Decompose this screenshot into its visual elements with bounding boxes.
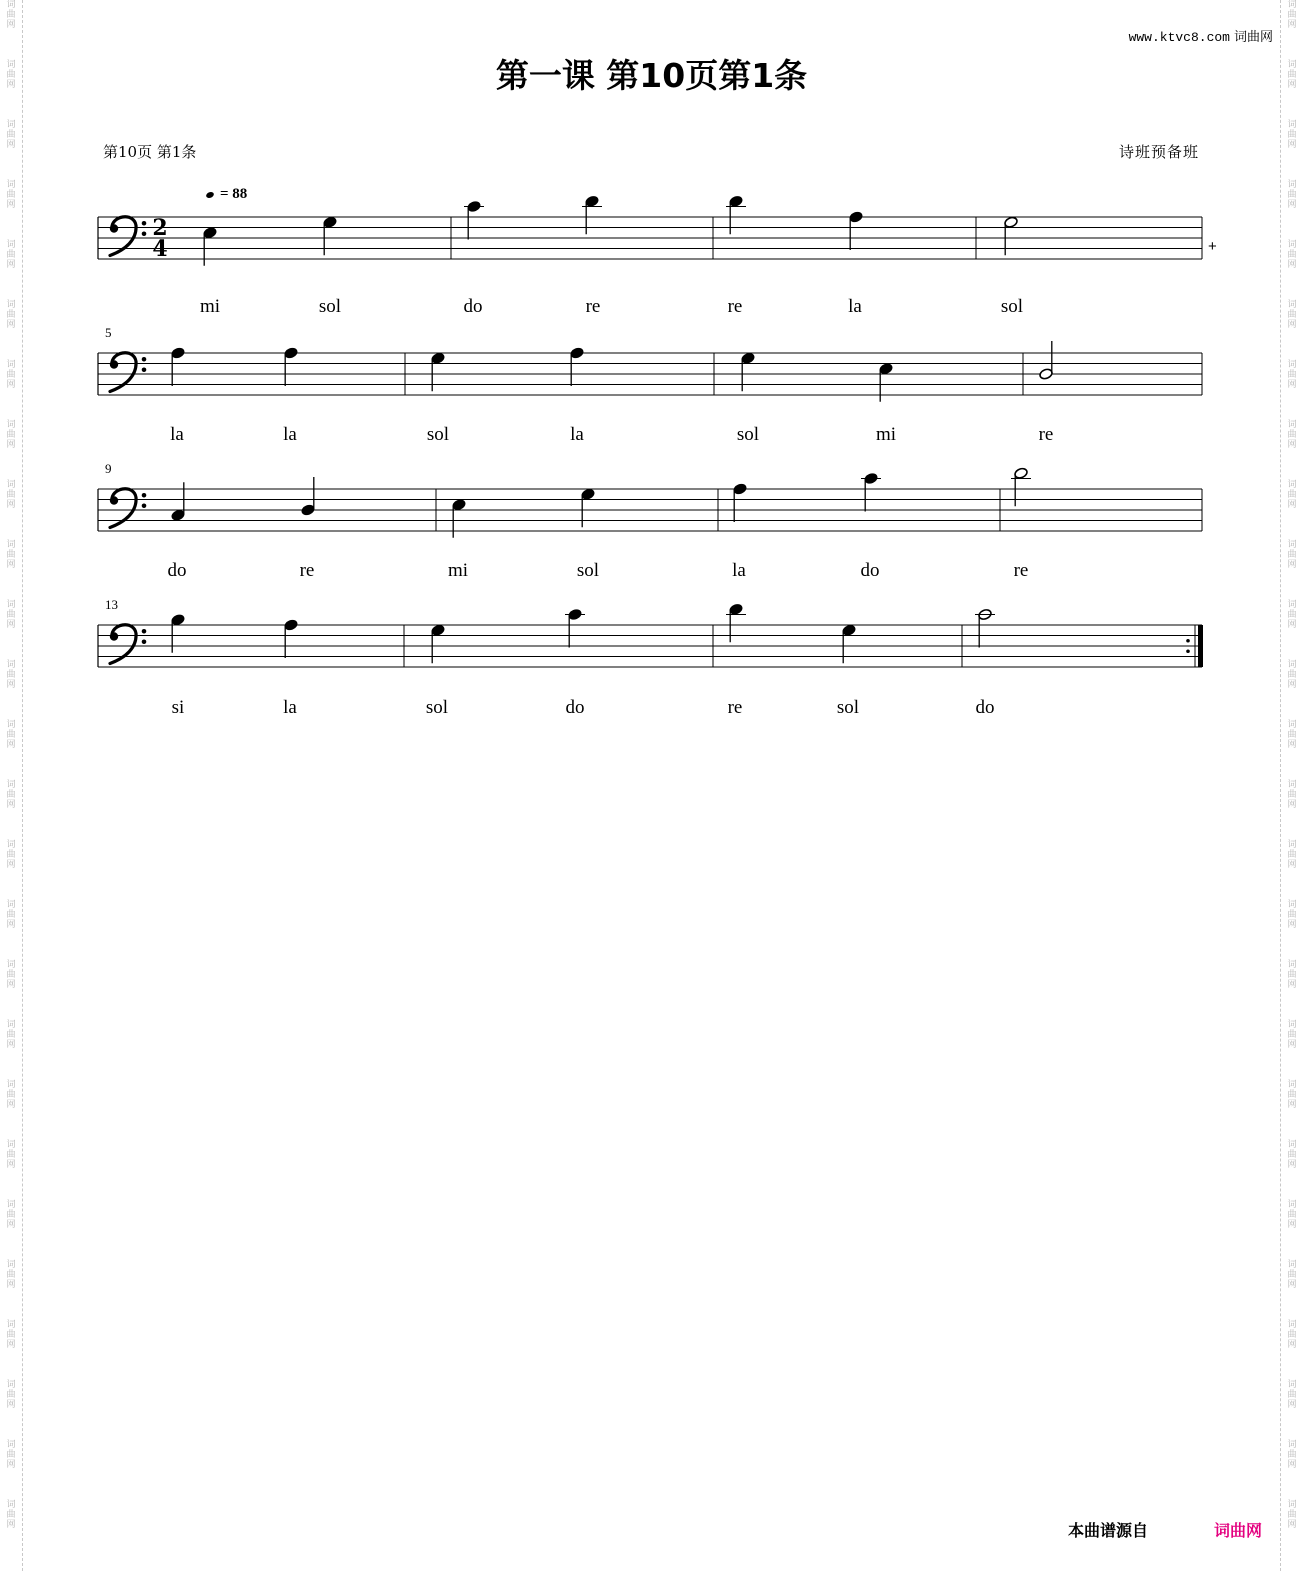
watermark-text: 词 曲 网 — [6, 720, 16, 750]
watermark-text: 词 曲 网 — [1287, 1200, 1297, 1230]
watermark-text: 词 曲 网 — [1287, 240, 1297, 270]
lyric-syllable: re — [299, 560, 315, 581]
watermark-text: 词 曲 网 — [1287, 720, 1297, 750]
lyric-syllable: do — [565, 697, 585, 718]
lyric-syllable: sol — [318, 296, 342, 317]
watermark-text: 词 曲 网 — [1287, 120, 1297, 150]
watermark-text: 词 曲 网 — [1287, 0, 1297, 30]
tempo-bpm: = 88 — [220, 186, 248, 202]
bass-clef-dot — [142, 367, 147, 372]
bass-clef-dot — [110, 360, 118, 368]
watermark-text: 词 曲 网 — [6, 1200, 16, 1230]
watermark-text: 词 曲 网 — [6, 0, 16, 30]
watermark-text: 词 曲 网 — [1287, 420, 1297, 450]
watermark-text: 词 曲 网 — [1287, 1020, 1297, 1050]
watermark-text: 词 曲 网 — [1287, 300, 1297, 330]
lyric-syllable: do — [463, 296, 483, 317]
tempo-note — [205, 191, 215, 199]
watermark-text: 词 曲 网 — [6, 960, 16, 990]
lyric-syllable: la — [283, 424, 297, 445]
bass-clef-dot — [142, 493, 147, 498]
watermark-text: 词 曲 网 — [6, 180, 16, 210]
bass-clef-dot — [142, 221, 147, 226]
bass-clef-dot — [142, 629, 147, 634]
watermark-text: 词 曲 网 — [6, 60, 16, 90]
lyric-syllable: re — [1038, 424, 1054, 445]
repeat-dot — [1186, 639, 1190, 643]
lyric-syllable: sol — [425, 697, 449, 718]
watermark-text: 词 曲 网 — [6, 1320, 16, 1350]
bass-clef-dot — [142, 357, 147, 362]
watermark-text: 词 曲 网 — [1287, 480, 1297, 510]
bass-clef-dot — [110, 224, 118, 232]
bass-clef-dot — [142, 503, 147, 508]
watermark-text: 词 曲 网 — [6, 780, 16, 810]
lyric-syllable: do — [167, 560, 187, 581]
watermark-text: 词 曲 网 — [6, 240, 16, 270]
lyric-syllable: la — [570, 424, 584, 445]
sheet-music — [0, 0, 1303, 760]
time-signature-beat-type: 4 — [152, 236, 168, 262]
watermark-text: 词 曲 网 — [1287, 600, 1297, 630]
lyric-syllable: re — [585, 296, 601, 317]
watermark-text: 词 曲 网 — [6, 1380, 16, 1410]
score-title: 第一课 第10页第1条 — [495, 56, 808, 95]
watermark-text: 词 曲 网 — [1287, 1140, 1297, 1170]
final-thick-barline — [1198, 625, 1203, 667]
measure-number: 13 — [105, 597, 118, 612]
lyric-syllable: re — [727, 697, 743, 718]
bass-clef — [110, 625, 136, 664]
measure-number: 5 — [105, 325, 112, 340]
watermark-text: 词 曲 网 — [6, 420, 16, 450]
watermark-text: 词 曲 网 — [6, 1140, 16, 1170]
lyric-syllable: sol — [836, 697, 860, 718]
continuation-mark: + — [1208, 238, 1217, 255]
watermark-text: 词 曲 网 — [1287, 1380, 1297, 1410]
watermark-text: 词 曲 网 — [6, 660, 16, 690]
watermark-text: 词 曲 网 — [1287, 540, 1297, 570]
time-signature-beats: 2 — [152, 215, 168, 241]
lyric-syllable: re — [1013, 560, 1029, 581]
watermark-text: 词 曲 网 — [6, 840, 16, 870]
bass-clef-dot — [142, 231, 147, 236]
lyric-syllable: re — [727, 296, 743, 317]
watermark-text: 词 曲 网 — [1287, 1440, 1297, 1470]
bass-clef-dot — [110, 632, 118, 640]
watermark-text: 词 曲 网 — [1287, 180, 1297, 210]
watermark-text: 词 曲 网 — [6, 1080, 16, 1110]
watermark-text: 词 曲 网 — [1287, 60, 1297, 90]
footer-source-label: 本曲谱源自 — [1068, 1521, 1149, 1540]
repeat-dot — [1186, 649, 1190, 653]
lyric-syllable: sol — [736, 424, 760, 445]
bass-clef-dot — [142, 639, 147, 644]
watermark-text: 词 曲 网 — [6, 1500, 16, 1530]
site-url-text[interactable]: www.ktvc8.com — [1128, 30, 1230, 45]
score-subtitle: 第10页 第1条 — [103, 143, 197, 161]
measure-number: 9 — [105, 461, 112, 476]
watermark-text: 词 曲 网 — [1287, 1320, 1297, 1350]
lyric-syllable: la — [170, 424, 184, 445]
lyric-syllable: la — [283, 697, 297, 718]
site-name: 词曲网 — [1233, 30, 1273, 45]
bass-clef — [110, 353, 136, 392]
watermark-text: 词 曲 网 — [6, 300, 16, 330]
lyric-syllable: sol — [576, 560, 600, 581]
watermark-text: 词 曲 网 — [1287, 840, 1297, 870]
lyric-syllable: sol — [426, 424, 450, 445]
lyric-syllable: la — [732, 560, 746, 581]
watermark-text: 词 曲 网 — [6, 480, 16, 510]
watermark-text: 词 曲 网 — [1287, 360, 1297, 390]
watermark-text: 词 曲 网 — [1287, 780, 1297, 810]
watermark-text: 词 曲 网 — [6, 600, 16, 630]
watermark-text: 词 曲 网 — [6, 1440, 16, 1470]
bass-clef-dot — [110, 496, 118, 504]
watermark-text: 词 曲 网 — [6, 540, 16, 570]
watermark-text: 词 曲 网 — [6, 1260, 16, 1290]
watermark-text: 词 曲 网 — [1287, 1500, 1297, 1530]
lyric-syllable: mi — [875, 424, 897, 445]
footer-brand[interactable]: 词曲网 — [1214, 1521, 1263, 1540]
watermark-text: 词 曲 网 — [6, 360, 16, 390]
watermark-text: 词 曲 网 — [1287, 660, 1297, 690]
score-composer: 诗班预备班 — [1118, 143, 1199, 161]
watermark-text: 词 曲 网 — [1287, 900, 1297, 930]
watermark-text: 词 曲 网 — [6, 120, 16, 150]
bass-clef — [110, 489, 136, 528]
lyric-syllable: mi — [447, 560, 469, 581]
lyric-syllable: do — [975, 697, 995, 718]
lyric-syllable: la — [848, 296, 862, 317]
lyric-syllable: mi — [199, 296, 221, 317]
lyric-syllable: do — [860, 560, 880, 581]
lyric-syllable: sol — [1000, 296, 1024, 317]
watermark-text: 词 曲 网 — [6, 900, 16, 930]
watermark-text: 词 曲 网 — [1287, 960, 1297, 990]
watermark-text: 词 曲 网 — [1287, 1260, 1297, 1290]
watermark-text: 词 曲 网 — [1287, 1080, 1297, 1110]
watermark-text: 词 曲 网 — [6, 1020, 16, 1050]
lyric-syllable: si — [171, 697, 185, 718]
bass-clef — [110, 217, 136, 256]
